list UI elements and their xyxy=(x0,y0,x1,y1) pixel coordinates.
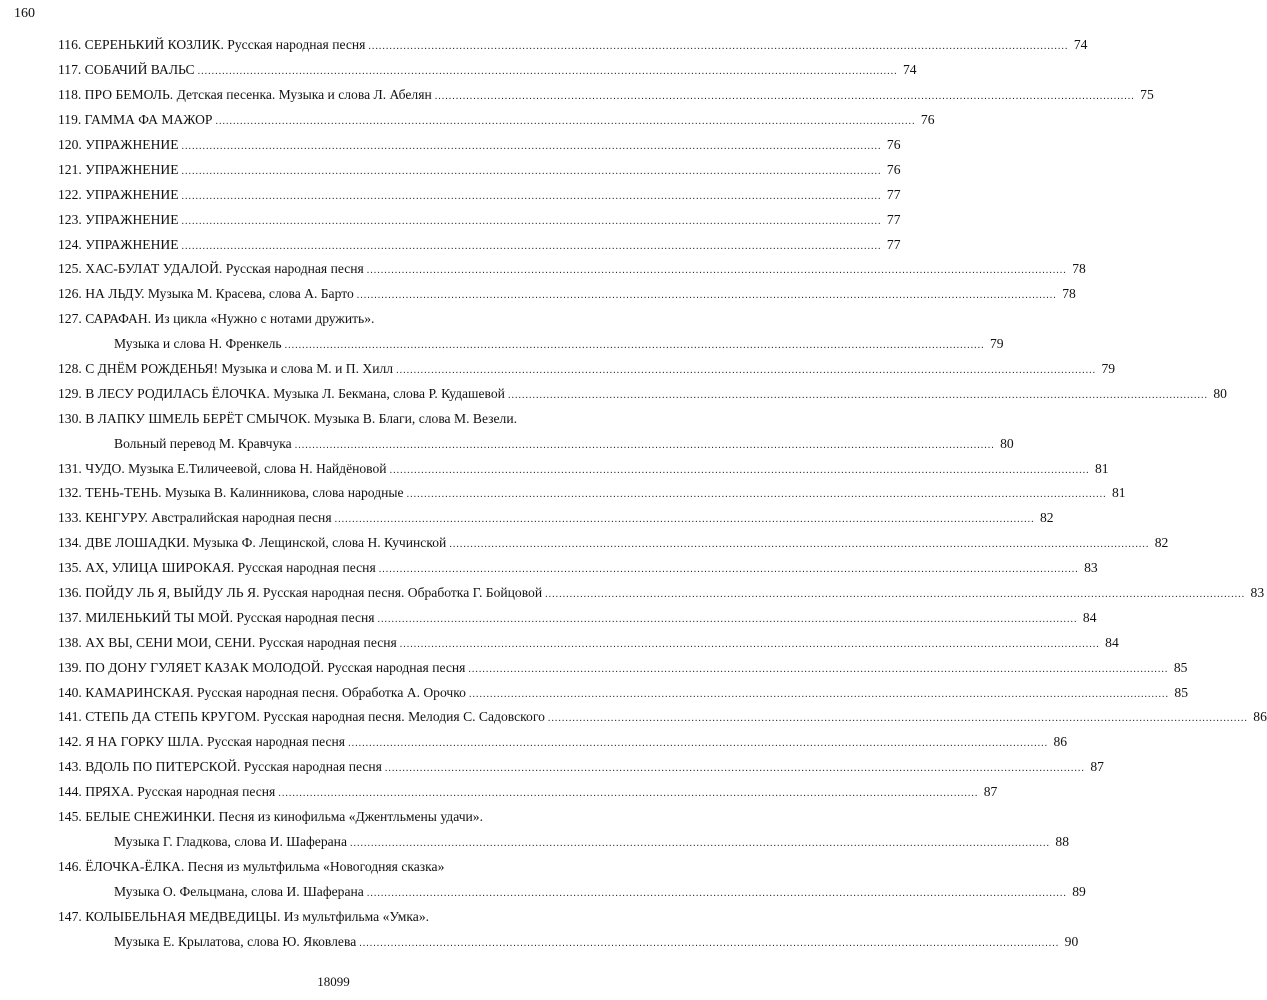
toc-entry-title: 126. НА ЛЬДУ. Музыка М. Красева, слова А. Барто xyxy=(58,286,354,302)
toc-entry-title: 124. УПРАЖНЕНИЕ xyxy=(58,236,179,252)
toc-leader-dots: ........................................................................................................................................................................................................ xyxy=(181,190,882,202)
toc-leader-dots: ........................................................................................................................................................................................................ xyxy=(181,141,882,152)
toc-entry-title: Вольный перевод М. Кравчука xyxy=(114,435,292,451)
toc-entry xyxy=(58,780,998,805)
toc-entry-page: 86 xyxy=(1053,734,1068,750)
toc-entry-title: 131. ЧУДО. Музыка Е.Тиличеевой, слова Н. Найдёновой xyxy=(58,460,387,476)
toc-entry-title: 125. ХАС-БУЛАТ УДАЛОЙ. Русская народная песня xyxy=(58,261,364,277)
toc-leader-dots: ........................................................................................................................................................................................................ xyxy=(278,788,979,800)
toc-entry-page: 87 xyxy=(983,784,998,800)
toc-leader-dots: ........................................................................................................................................................................................................ xyxy=(348,738,1049,750)
toc-entry-page: 89 xyxy=(1072,883,1086,899)
toc-entry-page: 81 xyxy=(1111,485,1126,501)
toc-entry-title: 117. СОБАЧИЙ ВАЛЬС xyxy=(58,62,195,78)
toc-entry xyxy=(58,630,1119,655)
toc-entry-title: Музыка Г. Гладкова, слова И. Шаферана xyxy=(114,833,347,849)
toc-entry xyxy=(58,406,652,431)
toc-entry-page: 81 xyxy=(1095,460,1109,476)
toc-entry-page: 76 xyxy=(920,112,935,128)
table-of-contents xyxy=(58,33,1267,954)
toc-leader-dots: ........................................................................................................................................................................................................ xyxy=(359,937,1060,949)
toc-entry xyxy=(58,805,652,830)
toc-entry-title: 120. УПРАЖНЕНИЕ xyxy=(58,137,179,152)
toc-entry-title: 122. УПРАЖНЕНИЕ xyxy=(58,186,179,202)
toc-entry-page: 77 xyxy=(886,211,901,227)
toc-entry-page: 88 xyxy=(1055,833,1069,849)
toc-entry xyxy=(58,456,1109,481)
toc-entry xyxy=(58,381,1227,406)
toc-entry-page: 85 xyxy=(1173,659,1188,675)
toc-entry-page: 77 xyxy=(886,236,901,252)
toc-entry-continuation xyxy=(58,879,1086,904)
toc-leader-dots: ........................................................................................................................................................................................................ xyxy=(349,837,1050,849)
toc-entry-page: 76 xyxy=(886,161,901,177)
toc-entry-page: 80 xyxy=(1213,385,1227,401)
toc-entry-page: 76 xyxy=(886,137,901,152)
toc-entry xyxy=(58,207,901,232)
toc-leader-dots: ........................................................................................................................................................................................................ xyxy=(468,663,1169,675)
toc-entry xyxy=(58,730,1068,755)
toc-entry xyxy=(58,755,1104,780)
toc-leader-dots: ........................................................................................................................................................................................................ xyxy=(434,91,1135,103)
toc-entry-title: 146. ЁЛОЧКА-ЁЛКА. Песня из мультфильма «Новогодняя сказка» xyxy=(58,858,445,874)
toc-entry-page: 85 xyxy=(1174,684,1188,700)
toc-entry-title: 144. ПРЯХА. Русская народная песня xyxy=(58,784,276,800)
footer-code: 18099 xyxy=(317,974,350,989)
toc-leader-dots: ........................................................................................................................................................................................................ xyxy=(507,389,1208,401)
toc-entry-page: 82 xyxy=(1154,535,1169,551)
toc-entry xyxy=(58,705,1267,730)
toc-entry-title: 132. ТЕНЬ-ТЕНЬ. Музыка В. Калинникова, слова народные xyxy=(58,485,404,501)
toc-entry-title: Музыка и слова Н. Френкель xyxy=(114,336,282,352)
toc-entry xyxy=(58,282,1076,307)
toc-entry xyxy=(58,83,1154,108)
toc-entry xyxy=(58,506,1054,531)
toc-entry xyxy=(58,133,901,158)
toc-entry-page: 87 xyxy=(1090,759,1104,775)
toc-entry xyxy=(58,481,1126,506)
toc-entry-page: 83 xyxy=(1084,560,1098,576)
toc-entry-title: 145. БЕЛЫЕ СНЕЖИНКИ. Песня из кинофильма «Джентльмены удачи». xyxy=(58,809,483,825)
toc-entry xyxy=(58,257,1086,282)
toc-leader-dots: ........................................................................................................................................................................................................ xyxy=(449,539,1150,551)
toc-entry-page: 74 xyxy=(1073,37,1088,53)
toc-entry xyxy=(58,108,935,133)
toc-leader-dots: ........................................................................................................................................................................................................ xyxy=(356,290,1057,302)
toc-entry-title: 118. ПРО БЕМОЛЬ. Детская песенка. Музыка и слова Л. Абелян xyxy=(58,87,432,103)
toc-entry-page: 78 xyxy=(1072,261,1086,277)
toc-entry xyxy=(58,581,1265,606)
toc-leader-dots: ........................................................................................................................................................................................................ xyxy=(378,564,1079,576)
toc-entry-continuation xyxy=(58,929,1079,954)
toc-entry-page: 83 xyxy=(1250,585,1265,601)
toc-entry xyxy=(58,307,652,332)
toc-entry-title: 142. Я НА ГОРКУ ШЛА. Русская народная песня xyxy=(58,734,346,750)
toc-entry-title: 141. СТЕПЬ ДА СТЕПЬ КРУГОМ. Русская народная песня. Мелодия С. Садовского xyxy=(58,709,545,725)
toc-leader-dots: ........................................................................................................................................................................................................ xyxy=(181,240,882,252)
toc-leader-dots: ........................................................................................................................................................................................................ xyxy=(377,613,1078,625)
toc-leader-dots: ........................................................................................................................................................................................................ xyxy=(366,265,1067,277)
toc-leader-dots: ........................................................................................................................................................................................................ xyxy=(399,638,1100,650)
toc-leader-dots: ........................................................................................................................................................................................................ xyxy=(406,489,1107,501)
toc-entry xyxy=(58,357,1116,382)
toc-entry-continuation xyxy=(58,830,1069,855)
toc-entry-title: 134. ДВЕ ЛОШАДКИ. Музыка Ф. Лещинской, слова Н. Кучинской xyxy=(58,535,447,551)
toc-entry-title: 139. ПО ДОНУ ГУЛЯЕТ КАЗАК МОЛОДОЙ. Русская народная песня xyxy=(58,659,466,675)
toc-leader-dots: ........................................................................................................................................................................................................ xyxy=(215,116,916,128)
toc-entry xyxy=(58,655,1188,680)
toc-leader-dots: ........................................................................................................................................................................................................ xyxy=(389,464,1090,476)
toc-entry xyxy=(58,605,1097,630)
toc-entry-title: 116. СЕРЕНЬКИЙ КОЗЛИК. Русская народная песня xyxy=(58,37,366,53)
toc-entry-title: 121. УПРАЖНЕНИЕ xyxy=(58,161,179,177)
toc-entry-title: 143. ВДОЛЬ ПО ПИТЕРСКОЙ. Русская народная песня xyxy=(58,759,382,775)
toc-entry-title: 137. МИЛЕНЬКИЙ ТЫ МОЙ. Русская народная песня xyxy=(58,609,375,625)
toc-leader-dots: ........................................................................................................................................................................................................ xyxy=(384,763,1085,775)
toc-entry xyxy=(58,854,652,879)
toc-leader-dots: ........................................................................................................................................................................................................ xyxy=(334,514,1035,526)
toc-entry xyxy=(58,157,901,182)
toc-entry-title: 130. В ЛАПКУ ШМЕЛЬ БЕРЁТ СМЫЧОК. Музыка В. Благи, слова М. Везели. xyxy=(58,410,518,426)
toc-entry xyxy=(58,680,1188,705)
toc-entry-title: 136. ПОЙДУ ЛЬ Я, ВЫЙДУ ЛЬ Я. Русская народная песня. Обработка Г. Бойцовой xyxy=(58,585,543,601)
toc-entry xyxy=(58,232,901,257)
toc-leader-dots: ........................................................................................................................................................................................................ xyxy=(197,66,898,78)
toc-leader-dots: ........................................................................................................................................................................................................ xyxy=(547,713,1248,725)
toc-leader-dots: ........................................................................................................................................................................................................ xyxy=(181,215,882,227)
toc-entry-page: 82 xyxy=(1039,510,1054,526)
toc-entry-title: 135. АХ, УЛИЦА ШИРОКАЯ. Русская народная песня xyxy=(58,560,376,576)
toc-entry-page: 90 xyxy=(1064,933,1079,949)
toc-entry-page: 84 xyxy=(1082,609,1097,625)
toc-entry-title: 129. В ЛЕСУ РОДИЛАСЬ ЁЛОЧКА. Музыка Л. Бекмана, слова Р. Кудашевой xyxy=(58,385,505,401)
toc-leader-dots: ........................................................................................................................................................................................................ xyxy=(181,165,882,177)
toc-leader-dots: ........................................................................................................................................................................................................ xyxy=(284,340,985,352)
toc-entry-page: 79 xyxy=(990,336,1004,352)
toc-entry-title: 133. КЕНГУРУ. Австралийская народная песня xyxy=(58,510,332,526)
toc-leader-dots: ........................................................................................................................................................................................................ xyxy=(368,41,1069,53)
toc-entry xyxy=(58,904,652,929)
toc-entry-page: 77 xyxy=(886,186,901,202)
toc-leader-dots: ........................................................................................................................................................................................................ xyxy=(294,439,995,451)
toc-entry-title: 138. АХ ВЫ, СЕНИ МОИ, СЕНИ. Русская народная песня xyxy=(58,634,397,650)
toc-entry-page: 74 xyxy=(903,62,917,78)
toc-leader-dots: ........................................................................................................................................................................................................ xyxy=(396,365,1097,377)
toc-entry xyxy=(58,58,917,83)
toc-entry-continuation xyxy=(58,431,1014,456)
toc-entry-title: 128. С ДНЁМ РОЖДЕНЬЯ! Музыка и слова М. и П. Хилл xyxy=(58,361,394,377)
toc-entry-title: 140. КАМАРИНСКАЯ. Русская народная песня. Обработка А. Орочко xyxy=(58,684,466,700)
toc-leader-dots: ........................................................................................................................................................................................................ xyxy=(545,589,1246,601)
toc-entry-title: Музыка О. Фельцмана, слова И. Шаферана xyxy=(114,883,364,899)
toc-entry-page: 75 xyxy=(1140,87,1154,103)
toc-entry-page: 84 xyxy=(1105,634,1119,650)
toc-entry-title: 119. ГАММА ФА МАЖОР xyxy=(58,112,213,128)
toc-entry-title: 123. УПРАЖНЕНИЕ xyxy=(58,211,179,227)
toc-entry-page: 80 xyxy=(1000,435,1014,451)
toc-entry-title: Музыка Е. Крылатова, слова Ю. Яковлева xyxy=(114,933,357,949)
toc-entry xyxy=(58,556,1098,581)
toc-entry xyxy=(58,531,1169,556)
toc-entry xyxy=(58,33,1088,58)
toc-entry-title: 147. КОЛЫБЕЛЬНАЯ МЕДВЕДИЦЫ. Из мультфильма «Умка». xyxy=(58,908,430,924)
toc-entry-title: 127. САРАФАН. Из цикла «Нужно с нотами дружить». xyxy=(58,311,375,327)
toc-leader-dots: ........................................................................................................................................................................................................ xyxy=(468,688,1169,700)
toc-leader-dots: ........................................................................................................................................................................................................ xyxy=(366,887,1067,899)
page-number: 160 xyxy=(14,6,35,21)
toc-entry-page: 78 xyxy=(1062,286,1076,302)
toc-entry xyxy=(58,182,901,207)
toc-entry-continuation xyxy=(58,332,1004,357)
toc-entry-page: 86 xyxy=(1253,709,1267,725)
toc-entry-page: 79 xyxy=(1101,361,1116,377)
